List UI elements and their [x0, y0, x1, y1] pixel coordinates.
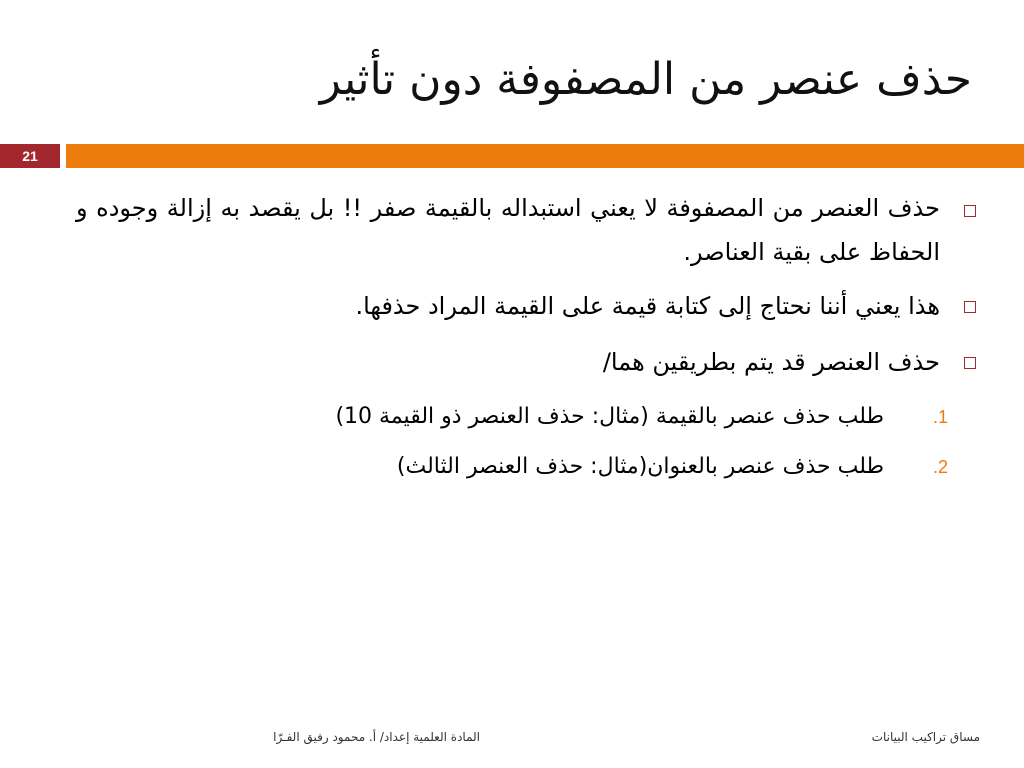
item-number: 1.	[932, 407, 948, 427]
square-bullet-icon	[964, 357, 976, 369]
bullet-text: هذا يعني أننا نحتاج إلى كتابة قيمة على القيمة المراد حذفها.	[355, 292, 940, 320]
numbered-item	[76, 394, 976, 440]
numbered-text: طلب حذف عنصر بالعنوان(مثال: حذف العنصر الثالث)	[396, 454, 884, 479]
square-bullet-icon	[964, 205, 976, 217]
bullet-item	[76, 338, 976, 386]
bullet-text: حذف العنصر من المصفوفة لا يعني استبداله بالقيمة صفر !! بل يقصد به إزالة وجوده و الحفاظ على بقية العناصر.	[76, 194, 940, 266]
bullet-item	[76, 186, 976, 274]
footer-author: المادة العلمية إعداد/ أ. محمود رفيق الفـرّا	[273, 730, 480, 744]
square-bullet-icon	[964, 301, 976, 313]
slide-number-badge: 21	[0, 144, 60, 168]
numbered-item	[76, 444, 976, 490]
title-divider-bar	[66, 144, 1024, 168]
slide-content	[76, 186, 976, 494]
bullet-text: حذف العنصر قد يتم بطريقين هما/	[602, 348, 940, 376]
footer-course: مساق تراكيب البيانات	[871, 730, 980, 744]
item-number: 2.	[932, 457, 948, 477]
bullet-item	[76, 282, 976, 330]
slide-title: حذف عنصر من المصفوفة دون تأثير	[319, 54, 972, 105]
numbered-text: طلب حذف عنصر بالقيمة (مثال: حذف العنصر ذو القيمة 10)	[335, 404, 884, 429]
